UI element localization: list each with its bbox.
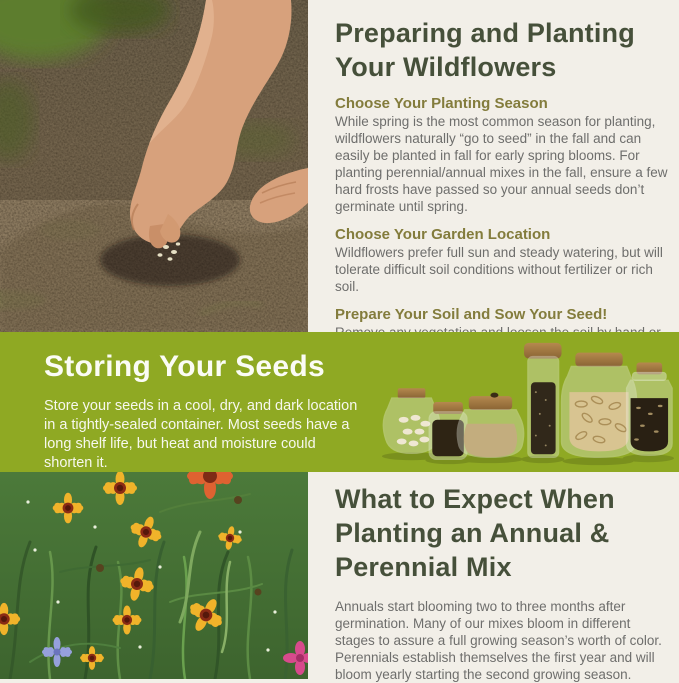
what-to-expect-title: What to Expect When Planting an Annual & Perennial Mix <box>335 484 615 582</box>
section-heading-garden-location: Choose Your Garden Location <box>335 226 551 243</box>
storing-seeds-band <box>0 332 679 472</box>
storing-seeds-title: Storing Your Seeds <box>44 350 326 383</box>
preparing-planting-section <box>308 0 679 332</box>
section-body-garden-location: Wildflowers prefer full sun and steady watering, but will tolerate difficult soil conditions without fertilizer or rich soil. <box>335 245 663 294</box>
section-heading-planting-season: Choose Your Planting Season <box>335 95 548 112</box>
section-body-planting-season: While spring is the most common season for planting, wildflowers naturally “go to seed” in the fall and can easily be planted in fall for early spring blooms. For planting perennial/annual mixes in the fall, ensure a few hard frosts have passed so your annual seeds don’t germinate until spring. <box>335 114 668 214</box>
hand-planting-photo <box>0 0 308 332</box>
seed-jars-photo <box>378 340 674 466</box>
what-to-expect-section <box>308 472 679 682</box>
what-to-expect-body: Annuals start blooming two to three months after germination. Many of our mixes bloom in different stages to assure a full growing season’s worth of color. Perennials establish themselves the first year and will bloom yearly starting the second growing season. <box>335 599 662 682</box>
jar-pumpkin-seeds <box>562 353 637 458</box>
jar-tall-dark <box>524 343 561 457</box>
section-heading-prepare-soil: Prepare Your Soil and Sow Your Seed! <box>335 306 608 323</box>
jar-light-brown <box>457 393 523 458</box>
storing-seeds-body: Store your seeds in a cool, dry, and dark location in a tightly-sealed container. Most seeds have a long shelf life, but heat and moisture could shorten it. <box>44 398 358 471</box>
page-title: Preparing and Planting Your Wildflowers <box>335 18 635 82</box>
wildflowers-photo <box>0 472 308 679</box>
hand-planting-illustration <box>0 0 308 332</box>
wildflowers-illustration <box>0 472 308 679</box>
jar-sunflower-seeds <box>627 363 672 456</box>
